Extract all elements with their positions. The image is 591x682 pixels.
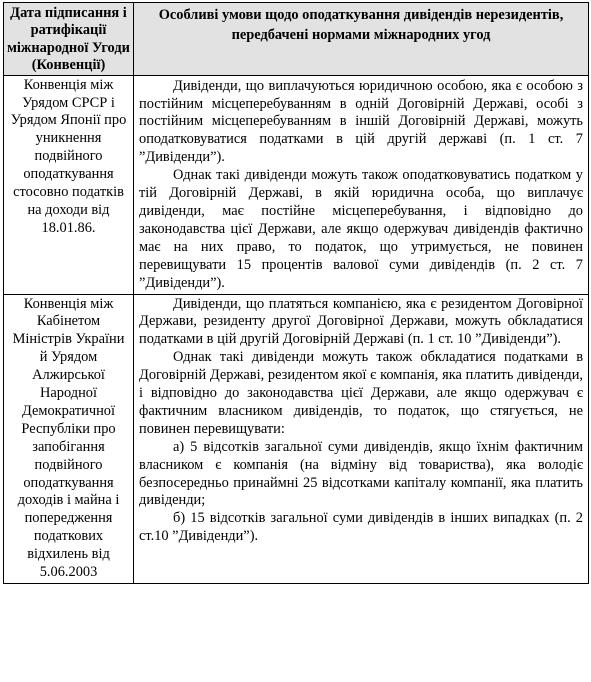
table-row <box>4 75 589 294</box>
paragraph: Однак такі дивіденди можуть також обкладатися податками в Договірній Державі, резидентом якої є компанія, яка платить дивіденди, і відповідно до законодавства цієї Держави, але якщо одержувач є фактичним власником дивідендів, то податок, що стягується, не повинен перевищувати: <box>139 349 583 437</box>
list-item: а) 5 відсотків загальної суми дивідендів, якщо їхнім фактичним власником є компанія (на відміну від товариства), яка володіє безпосередньо принаймні 25 відсотками капіталу компанії, яка платить дивіденди; <box>139 438 583 509</box>
paragraph: Дивіденди, що виплачуються юридичною особою, яка є особою з постійним місцеперебуванням в одній Договірній Державі, особі з постійним місцеперебуванням в іншій Договірній Державі, можуть оподатковуватися податками в цій другій державі (п. 1 ст. 7 ”Дивіденди”). <box>139 77 583 166</box>
convention-algeria-cell: Конвенція між Кабінетом Міністрів України й Урядом Алжирської Народної Демократичної Республіки про запобігання подвійного оподаткування доходів і майна і попередження податкових відхилень від 5.06.2003 <box>4 294 134 584</box>
dividend-taxation-table <box>3 2 589 584</box>
header-date-column: Дата підписання і ратифікації міжнародної Угоди (Конвенції) <box>4 3 134 76</box>
convention-japan-cell: Конвенція між Урядом СРСР і Урядом Японії про уникнення подвійного оподаткування стосовно податків на доходи від 18.01.86. <box>4 75 134 294</box>
list-item: б) 15 відсотків загальної суми дивідендів в інших випадках (п. 2 ст.10 ”Дивіденди”). <box>139 510 583 545</box>
table-header-row <box>4 3 589 76</box>
table-row <box>4 294 589 584</box>
paragraph: Дивіденди, що платяться компанією, яка є резидентом Договірної Держави, резиденту другої Договірної Держави, можуть обкладатися податками в цій другій Договірній Державі (п. 1 ст. 10 ”Дивіденди”). <box>139 295 583 348</box>
header-conditions-column: Особливі умови щодо оподаткування дивідендів нерезидентів, передбачені нормами міжнародних угод <box>134 3 589 76</box>
conditions-japan-cell <box>134 75 589 294</box>
conditions-algeria-cell <box>134 294 589 584</box>
paragraph: Однак такі дивіденди можуть також оподатковуватись податком у тій Договірній Державі, в якій юридична особа, що виплачує дивіденди, має постійне місцеперебування, і відповідно до законодавства цієї Держави, але якщо одержувач дивідендів фактично має на них право, то податок, що утримується, не повинен перевищувати 15 процентів валової суми дивідендів (п. 2 ст. 7 ”Дивіденди”). <box>139 167 583 291</box>
